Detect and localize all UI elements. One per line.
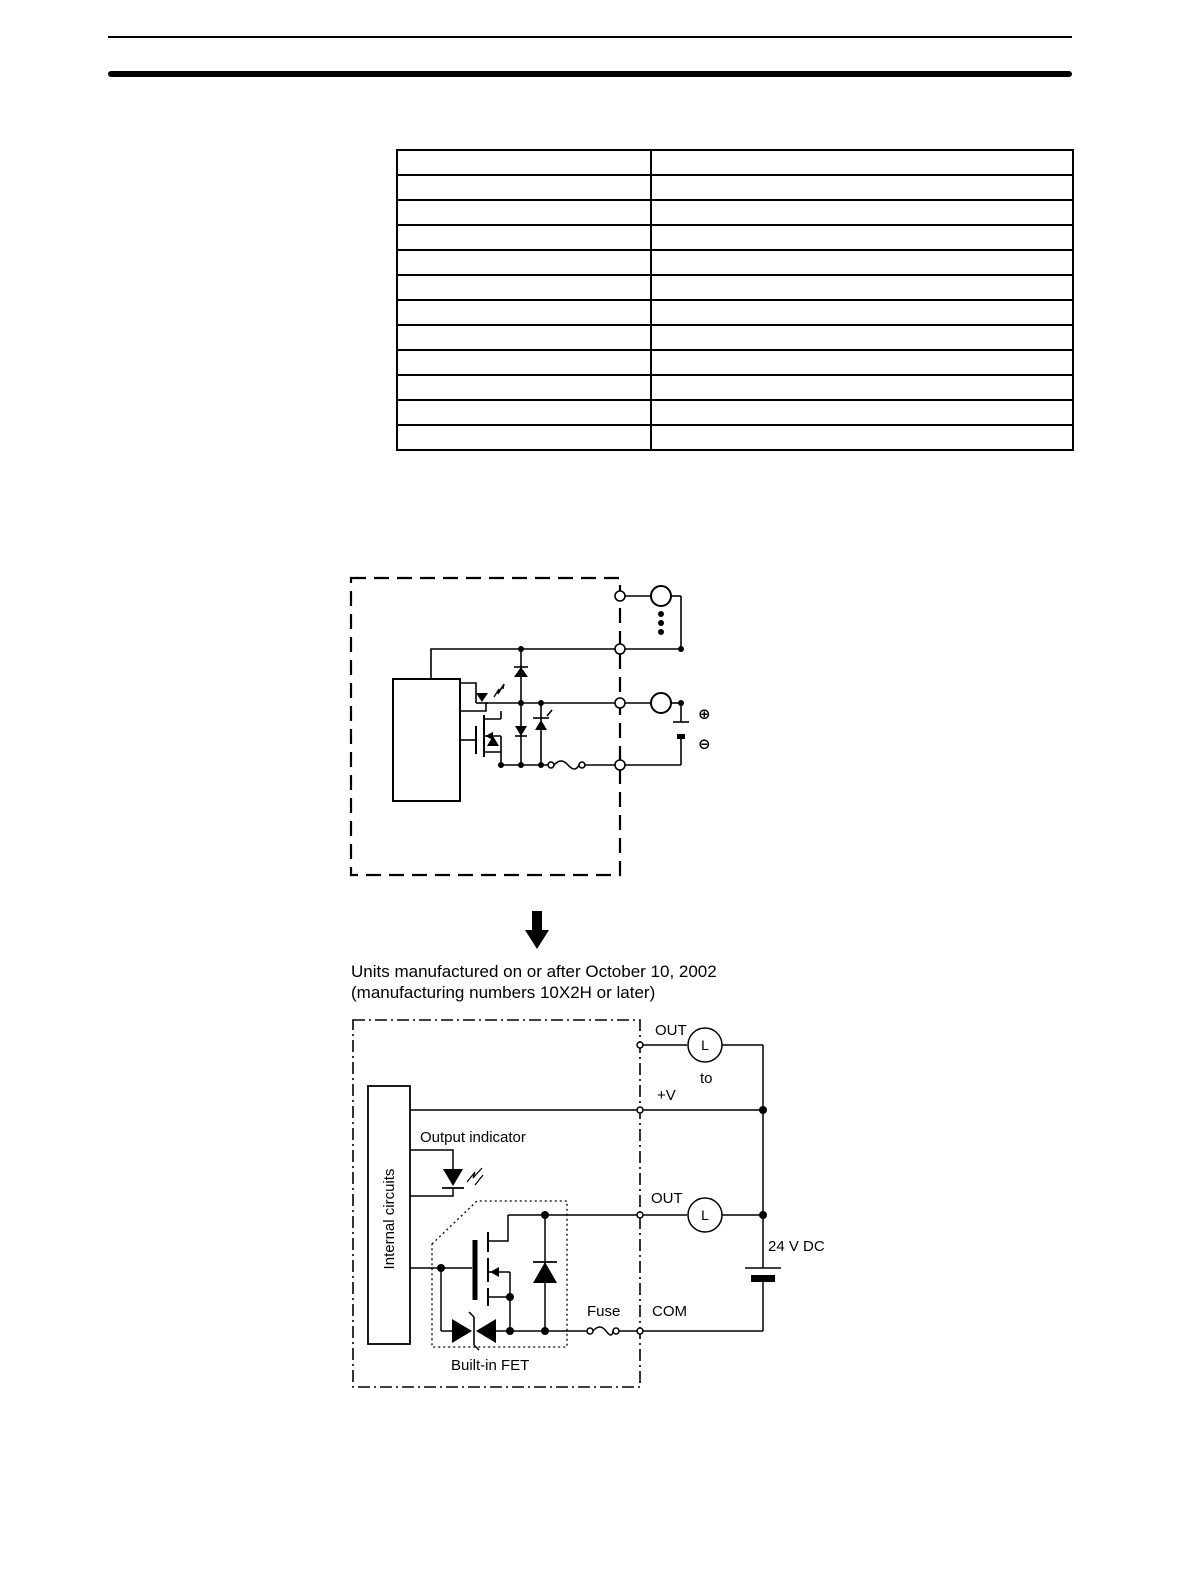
old-minus-terminal-symbol: ⊖ [698,736,711,753]
label-out-bottom: OUT [651,1190,683,1207]
label-output-indicator: Output indicator [420,1129,526,1146]
down-arrow-icon [525,911,549,949]
label-load-top: L [701,1037,709,1053]
old-output-circuit [351,578,689,875]
old-plus-terminal-symbol: ⊕ [698,706,711,723]
label-builtin-fet: Built-in FET [451,1357,530,1374]
new-circuit-heading-line1: Units manufactured on or after October 10, 2002 [351,962,717,981]
old-load-bottom [651,693,671,713]
label-24v-dc: 24 V DC [768,1238,825,1255]
new-output-circuit [353,1020,781,1387]
label-out-top: OUT [655,1022,687,1039]
new-circuit-heading-line2: (manufacturing numbers 10X2H or later) [351,983,656,1002]
label-plus-v: +V [657,1087,676,1104]
label-com: COM [652,1303,687,1320]
label-load-bottom: L [701,1207,709,1223]
old-circuit-enclosure [351,578,620,875]
old-load-top [651,586,671,606]
label-to: to [700,1070,713,1087]
label-fuse: Fuse [587,1303,621,1320]
label-internal-circuits: Internal circuits [381,1168,398,1270]
old-internal-circuits-box [393,679,460,801]
